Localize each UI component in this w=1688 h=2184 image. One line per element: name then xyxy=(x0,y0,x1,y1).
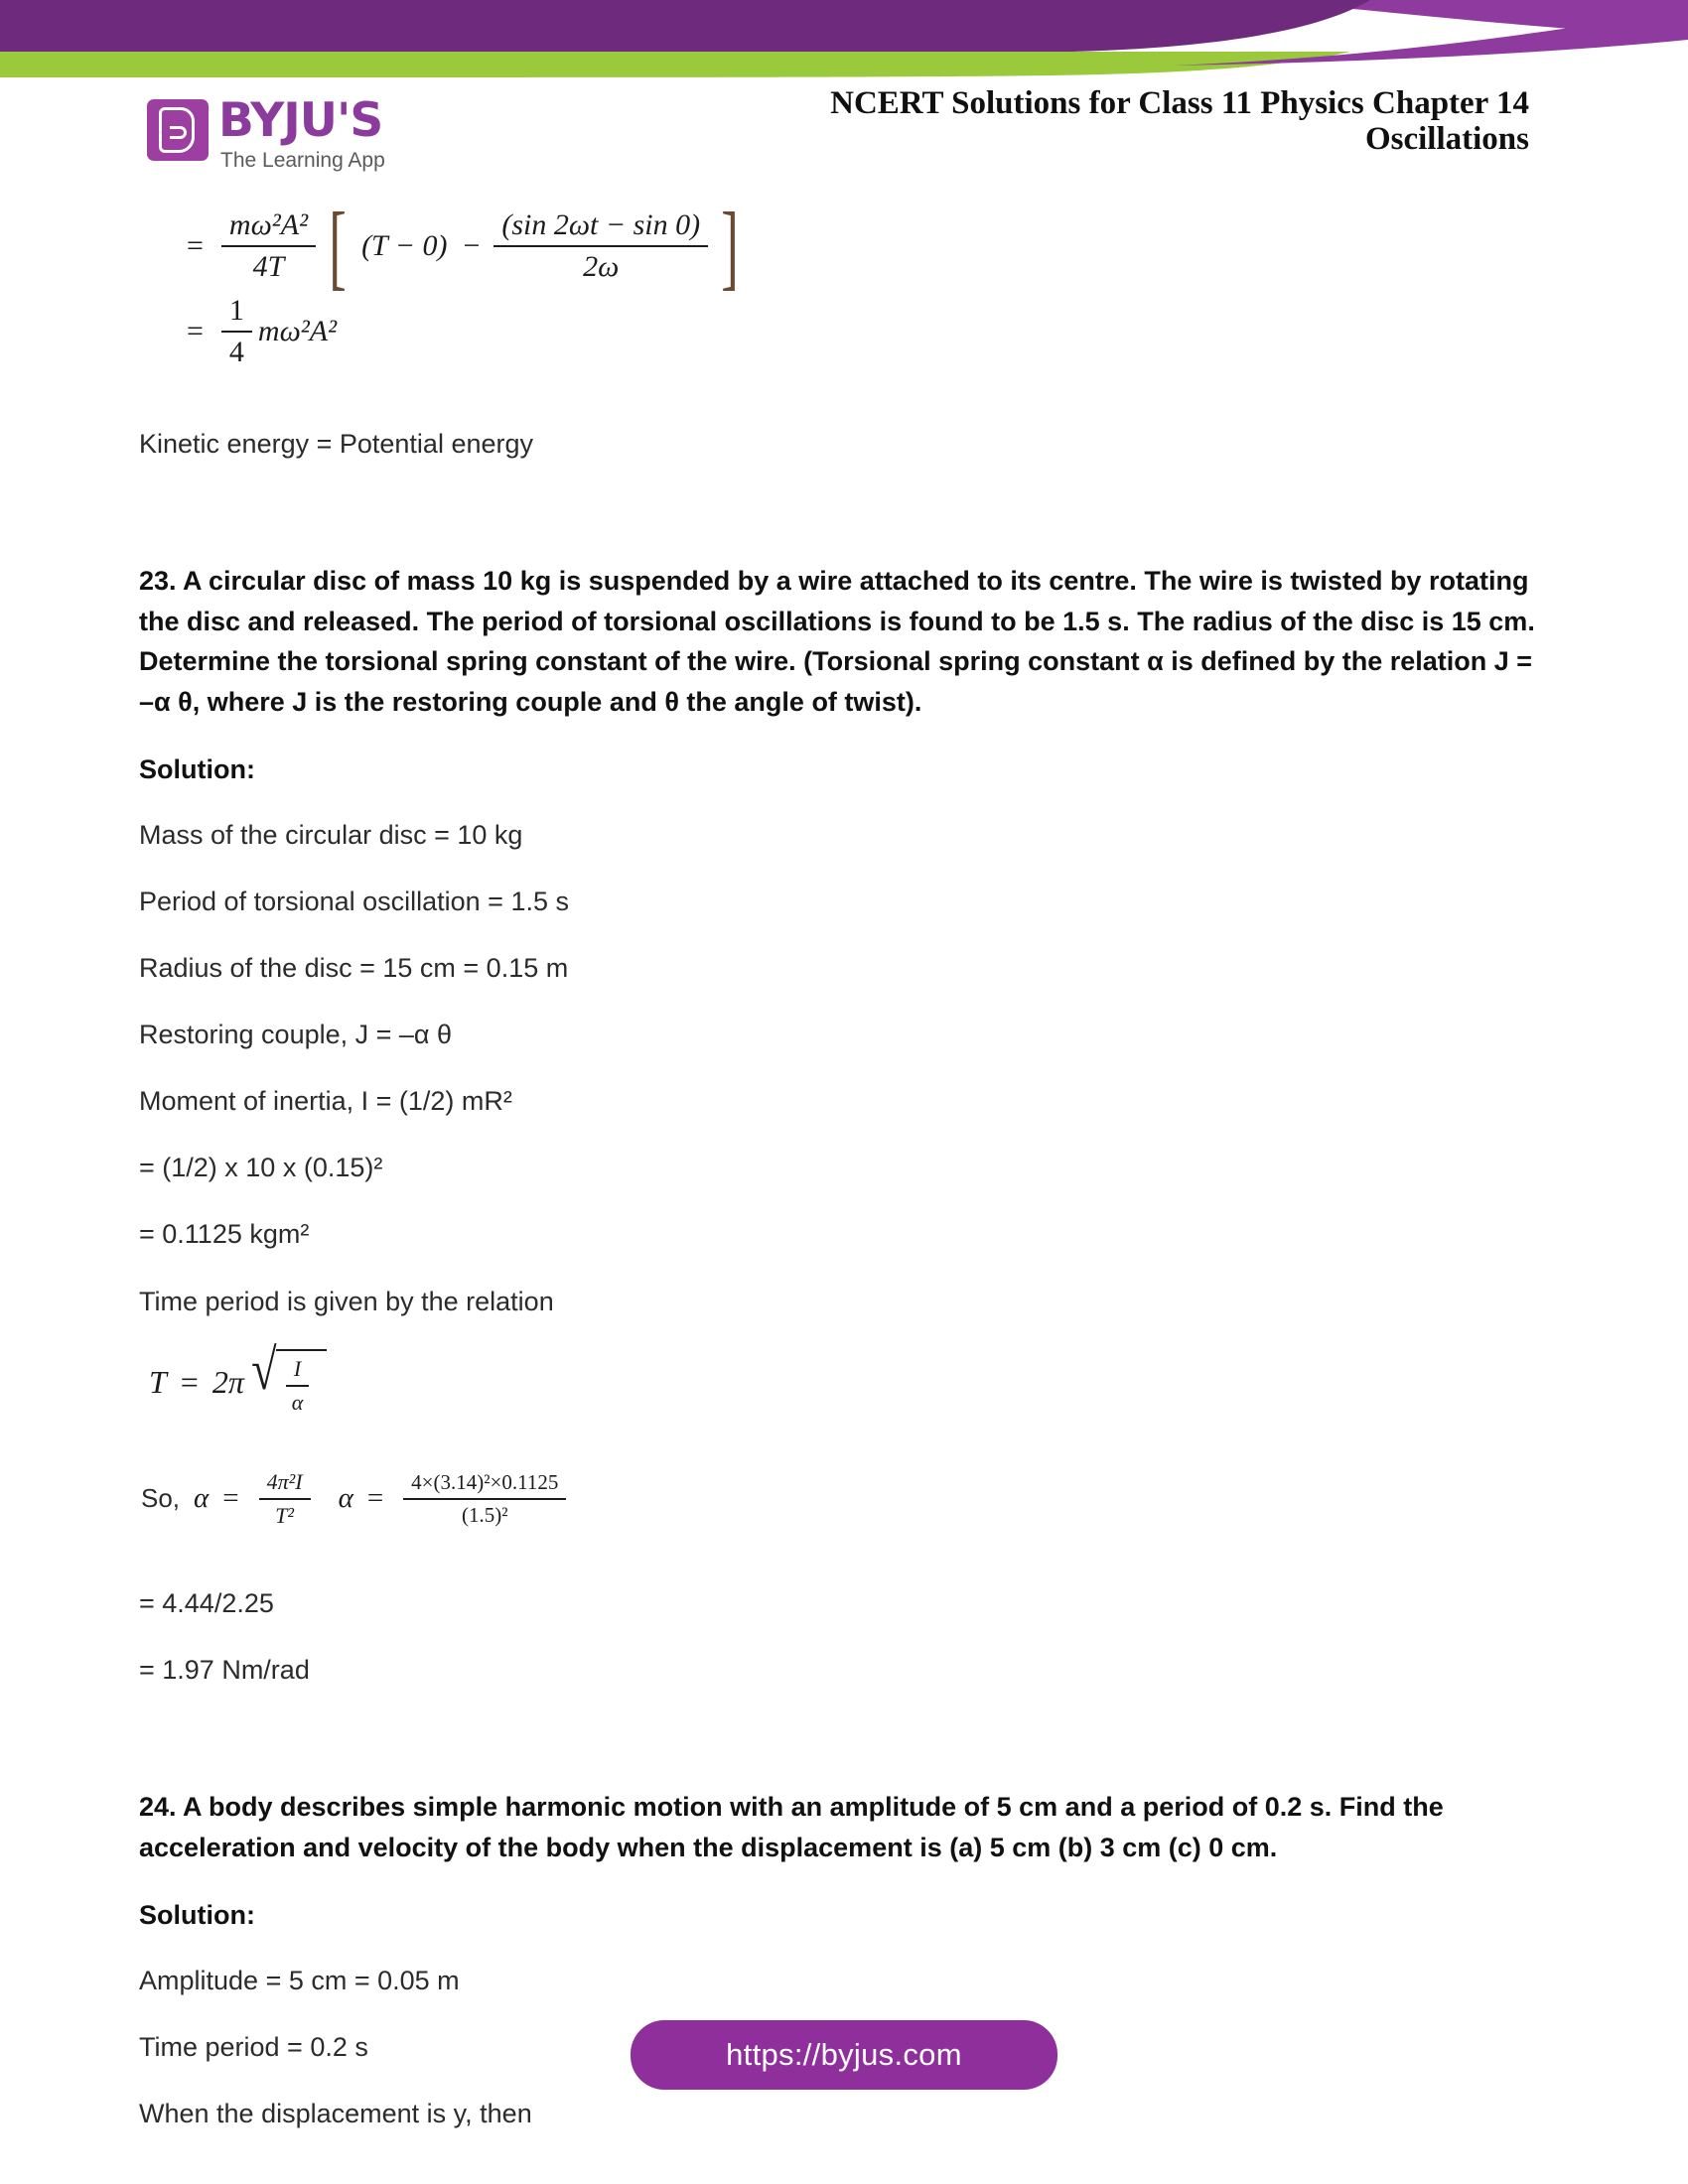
question-23-solution-label: Solution: xyxy=(139,754,255,785)
bracket-close: ] xyxy=(721,193,739,300)
masthead xyxy=(0,69,1688,189)
byjus-url-button[interactable]: https://byjus.com xyxy=(631,2020,1057,2090)
alpha-expr2-denominator: (1.5)² xyxy=(462,1502,508,1527)
footer xyxy=(0,2020,1688,2090)
bracket-open: [ xyxy=(329,193,347,300)
spacer xyxy=(139,1717,1549,1787)
eq2-fraction xyxy=(221,294,252,369)
q23-step: = (1/2) x 10 x (0.15)² xyxy=(139,1153,383,1183)
eq1-denominator: 4T xyxy=(252,250,285,283)
spacer xyxy=(139,1424,1549,1469)
period-lhs: T xyxy=(149,1363,167,1400)
alpha-expression-2 xyxy=(403,1470,566,1528)
logo-tagline: The Learning App xyxy=(220,149,385,172)
period-coefficient: 2π xyxy=(211,1363,244,1400)
q23-step: Restoring couple, J = –α θ xyxy=(139,1020,453,1050)
q24-step: Time period = 0.2 s xyxy=(139,2031,368,2062)
alpha-prefix: So, xyxy=(141,1483,181,1514)
eq1-main-fraction xyxy=(221,208,316,284)
question-24-solution-label: Solution: xyxy=(139,1900,255,1931)
question-24-text: 24. A body describes simple harmonic motion with an amplitude of 5 cm and a period of 0.2 s. Find the acceleration and velocity of the body when the displacement is (a) 5 cm (b) 3 cm (c) 0 cm. xyxy=(139,1792,1444,1862)
alpha-symbol-2: α xyxy=(338,1482,353,1515)
period-formula xyxy=(149,1336,1549,1416)
equation-top-line2 xyxy=(187,294,1549,369)
eq1-equals: = xyxy=(187,229,204,262)
eq1-inner-numerator: (sin 2ωt − sin 0) xyxy=(493,208,708,247)
eq1-numerator: mω²A² xyxy=(221,208,316,247)
period-equals: = xyxy=(180,1363,199,1400)
purple-dark-ribbon xyxy=(0,0,1370,54)
alpha-expr1-numerator: 4π²I xyxy=(259,1469,311,1500)
q24-step: When the displacement is y, then xyxy=(139,2098,532,2128)
document-content xyxy=(139,193,1549,2161)
header-decoration-banner xyxy=(0,0,1688,79)
alpha-expr1-denominator: T² xyxy=(275,1502,295,1528)
eq1-inner-fraction xyxy=(493,208,708,284)
q23-step: Moment of inertia, I = (1/2) mR² xyxy=(139,1086,512,1117)
spacer xyxy=(139,1539,1549,1584)
byjus-logo xyxy=(147,93,445,189)
eq1-term1: (T − 0) xyxy=(361,229,448,262)
page-title: NCERT Solutions for Class 11 Physics Chapter 14 xyxy=(830,85,1529,121)
alpha-equals-2: = xyxy=(366,1482,384,1515)
kinetic-potential-line: Kinetic energy = Potential energy xyxy=(139,429,533,459)
alpha-symbol-1: α xyxy=(194,1482,210,1515)
question-23-text: 23. A circular disc of mass 10 kg is suspended by a wire attached to its centre. The wire is twisted by rotating the disc and released. The period of torsional oscillations is found to be 1.5 s. The radius of the disc is 15 cm. Determine the torsional spring constant of the wire. (Torsional spring constant α is defined by the relation J = –α θ, where J is the restoring couple and θ the angle of twist). xyxy=(139,566,1535,717)
logo-wordmark: BYJU'S xyxy=(218,93,383,148)
q23-result: = 1.97 Nm/rad xyxy=(139,1654,310,1685)
equation-top-line1 xyxy=(187,193,1549,300)
alpha-expr2-numerator: 4×(3.14)²×0.1125 xyxy=(403,1470,566,1500)
q23-step: Time period is given by the relation xyxy=(139,1286,554,1316)
q23-step: = 0.1125 kgm² xyxy=(139,1219,310,1250)
eq2-denominator: 4 xyxy=(228,336,244,368)
alpha-equals-1: = xyxy=(222,1482,239,1515)
logo-b-glyph xyxy=(159,107,195,153)
q24-step: Amplitude = 5 cm = 0.05 m xyxy=(139,1965,460,1995)
q23-result: = 4.44/2.25 xyxy=(139,1587,274,1618)
page-subtitle: Oscillations xyxy=(1364,121,1529,157)
spacer xyxy=(139,491,1549,561)
alpha-expression-1 xyxy=(259,1469,311,1529)
radical-sign: √ xyxy=(251,1336,277,1402)
eq2-tail: mω²A² xyxy=(257,315,338,347)
eq2-numerator: 1 xyxy=(221,294,252,333)
byjus-logo-icon xyxy=(147,99,209,161)
spacer xyxy=(139,379,1549,425)
q23-step: Mass of the circular disc = 10 kg xyxy=(139,819,523,850)
radicand-numerator: I xyxy=(286,1356,309,1387)
radicand-fraction xyxy=(284,1356,312,1416)
q23-step: Radius of the disc = 15 cm = 0.15 m xyxy=(139,952,569,983)
eq1-minus: − xyxy=(463,229,481,262)
eq1-inner-denominator: 2ω xyxy=(583,250,620,283)
radicand xyxy=(276,1349,328,1416)
q23-step: Period of torsional oscillation = 1.5 s xyxy=(139,886,569,916)
radicand-denominator: α xyxy=(291,1389,304,1415)
square-root-icon xyxy=(248,1336,327,1416)
alpha-formula xyxy=(141,1469,1549,1529)
eq2-equals: = xyxy=(187,315,204,347)
